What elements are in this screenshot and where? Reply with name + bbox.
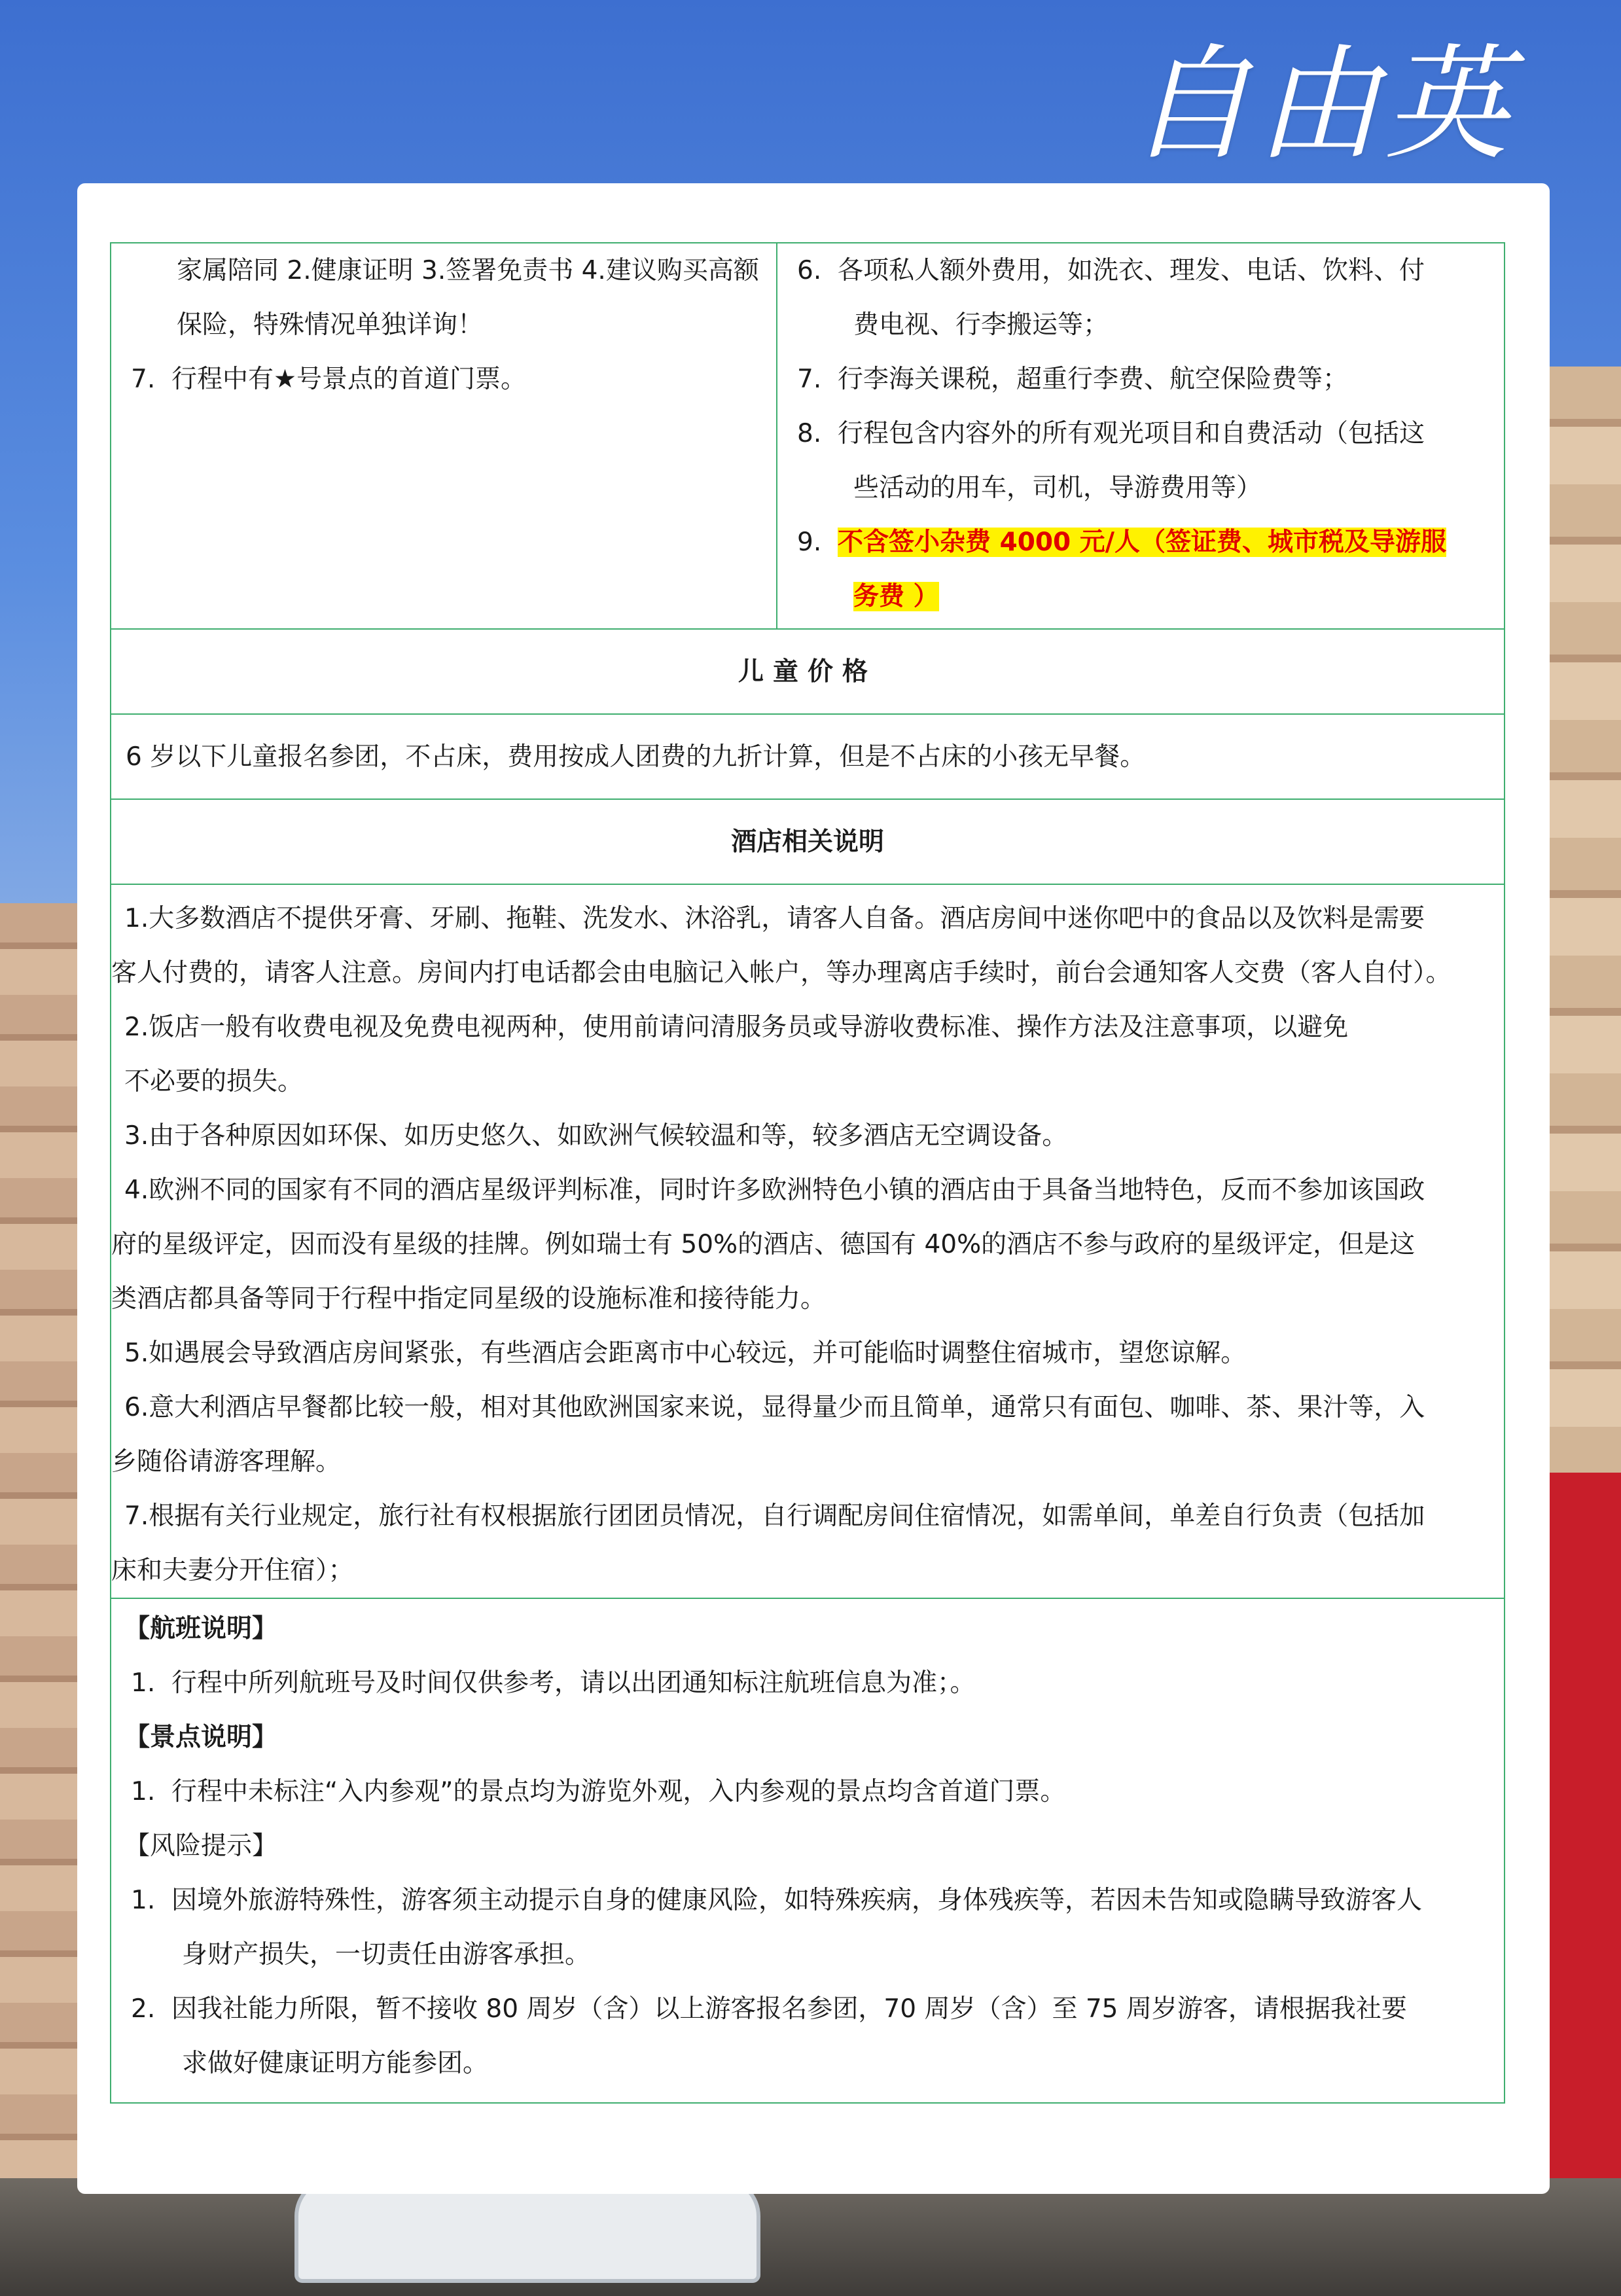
highlighted-fee-text-cont: 务费 ） xyxy=(853,582,939,611)
item-text: 行李海关课税，超重行李费、航空保险费等； xyxy=(838,365,1349,394)
item-number: 1. xyxy=(131,1668,156,1698)
list-item xyxy=(797,406,1504,461)
brand-logo: 自由英 xyxy=(1127,32,1512,177)
item-text: 因境外旅游特殊性，游客须主动提示自身的健康风险，如特殊疾病，身体残疾等，若因未告知或隐瞒导致游客人 xyxy=(171,1886,1423,1915)
list-item xyxy=(797,243,1504,298)
item-text-cont: 费电视、行李搬运等； xyxy=(853,310,1109,340)
sight-heading: 【景点说明】 xyxy=(124,1723,278,1752)
flight-heading: 【航班说明】 xyxy=(124,1614,278,1643)
hotel-line: 客人付费的，请客人注意。房间内打电话都会由电脑记入帐户，等办理离店手续时，前台会通知客人交费（客人自付）。 xyxy=(111,958,1452,988)
hotel-line: 7.根据有关行业规定，旅行社有权根据旅行团团员情况，自行调配房间住宿情况，如需单间，单差自行负责（包括加 xyxy=(124,1501,1425,1531)
excluded-column xyxy=(777,243,1504,628)
risk-heading: 【风险提示】 xyxy=(124,1831,278,1861)
list-item xyxy=(111,1982,1504,2036)
fee-row xyxy=(111,243,1504,628)
item-text: 各项私人额外费用，如洗衣、理发、电话、饮料、付 xyxy=(838,256,1425,285)
item-text: 行程包含内容外的所有观光项目和自费活动（包括这 xyxy=(838,419,1425,448)
item-text: 因我社能力所限，暂不接收 80 周岁（含）以上游客报名参团，70 周岁（含）至 75 周岁游客，请根据我社要 xyxy=(171,1994,1407,2024)
item-number: 7. xyxy=(131,365,156,394)
section-heading-child-price: 儿童价格 xyxy=(111,628,1504,713)
hotel-line: 3.由于各种原因如环保、如历史悠久、如欧洲气候较温和等，较多酒店无空调设备。 xyxy=(124,1121,1068,1151)
item-number: 2. xyxy=(131,1994,156,2024)
item-text: 行程中未标注“入内参观”的景点均为游览外观，入内参观的景点均含首道门票。 xyxy=(171,1777,1066,1806)
hotel-line: 5.如遇展会导致酒店房间紧张，有些酒店会距离市中心较远，并可能临时调整住宿城市，望您谅解。 xyxy=(124,1338,1247,1368)
list-item xyxy=(111,1656,1504,1710)
list-item xyxy=(797,515,1504,569)
item-text: 行程中有★号景点的首道门票。 xyxy=(171,365,526,394)
hotel-line: 6.意大利酒店早餐都比较一般，相对其他欧洲国家来说，显得量少而且简单，通常只有面包、咖啡、茶、果汁等，入 xyxy=(124,1393,1425,1422)
hotel-notes xyxy=(111,884,1504,1598)
list-item xyxy=(797,352,1504,406)
item-number: 1. xyxy=(131,1886,156,1915)
hotel-line: 类酒店都具备等同于行程中指定同星级的设施标准和接待能力。 xyxy=(111,1284,827,1314)
included-line: 家属陪同 2.健康证明 3.签署免责书 4.建议购买高额 xyxy=(177,256,759,285)
list-item xyxy=(124,352,776,406)
hotel-line: 1.大多数酒店不提供牙膏、牙刷、拖鞋、洗发水、沐浴乳，请客人自备。酒店房间中迷你吧中的食品以及饮料是需要 xyxy=(124,904,1425,933)
item-text-cont: 身财产损失，一切责任由游客承担。 xyxy=(182,1940,591,1969)
item-text-cont: 求做好健康证明方能参团。 xyxy=(182,2049,489,2078)
item-number: 8. xyxy=(797,419,822,448)
item-text-cont: 些活动的用车，司机，导游费用等） xyxy=(853,473,1262,503)
item-number: 7. xyxy=(797,365,822,394)
hotel-line: 4.欧洲不同的国家有不同的酒店星级评判标准，同时许多欧洲特色小镇的酒店由于具备当地特色，反而不参加该国政 xyxy=(124,1175,1425,1205)
item-number: 9. xyxy=(797,528,822,557)
hotel-line: 府的星级评定，因而没有星级的挂牌。例如瑞士有 50%的酒店、德国有 40%的酒店不参与政府的星级评定，但是这 xyxy=(111,1230,1416,1259)
background-street xyxy=(0,2178,1621,2296)
highlighted-fee-text: 不含签小杂费 4000 元/人（签证费、城市税及导游服 xyxy=(838,528,1446,557)
hotel-line: 2.饭店一般有收费电视及免费电视两种，使用前请问清服务员或导游收费标准、操作方法及注意事项，以避免 xyxy=(124,1013,1349,1042)
child-price-text: 6 岁以下儿童报名参团，不占床，费用按成人团费的九折计算，但是不占床的小孩无早餐。 xyxy=(111,713,1504,798)
list-item xyxy=(111,1765,1504,1819)
item-number: 1. xyxy=(131,1777,156,1806)
list-item xyxy=(111,1873,1504,1928)
content-card xyxy=(77,183,1550,2194)
item-number: 6. xyxy=(797,256,822,285)
info-table xyxy=(110,242,1505,2104)
travel-notes xyxy=(111,1598,1504,2102)
hotel-line: 乡随俗请游客理解。 xyxy=(111,1447,342,1477)
included-column xyxy=(111,243,777,628)
included-line: 保险，特殊情况单独详询！ xyxy=(177,310,484,340)
item-text: 行程中所列航班号及时间仅供参考，请以出团通知标注航班信息为准；。 xyxy=(171,1668,976,1698)
hotel-line: 床和夫妻分开住宿）； xyxy=(111,1556,354,1585)
section-heading-hotel: 酒店相关说明 xyxy=(111,798,1504,884)
hotel-line: 不必要的损失。 xyxy=(124,1067,304,1096)
